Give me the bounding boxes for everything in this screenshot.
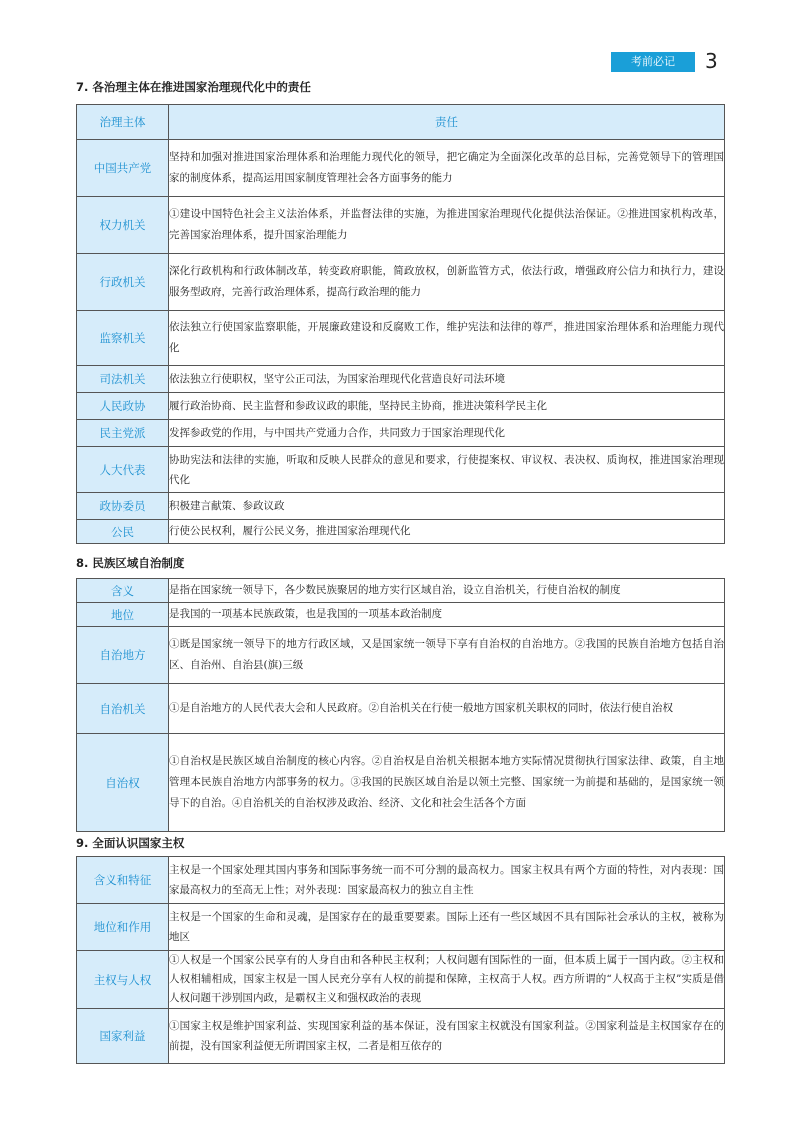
row-content: ①人权是一个国家公民享有的人身自由和各种民主权利；人权问题有国际性的一面，但本质上属于一国内政。②主权和人权相辅相成，国家主权是一国人民充分享有人权的前提和保障，主权高于人权。西方所谓的“人权高于主权”实质是借人权问题干涉别国内政，是霸权主义和强权政治的表现 [169,951,725,1009]
row-label: 监察机关 [77,311,169,366]
table-row [77,1009,725,1064]
table-row [77,493,725,520]
row-content: ①国家主权是维护国家利益、实现国家利益的基本保证，没有国家主权就没有国家利益。②国家利益是主权国家存在的前提，没有国家利益便无所谓国家主权，二者是相互依存的 [169,1009,725,1064]
row-label: 自治机关 [77,684,169,734]
row-label: 中国共产党 [77,140,169,197]
table-row [77,447,725,493]
row-content: 坚持和加强对推进国家治理体系和治理能力现代化的领导，把它确定为全面深化改革的总目标，完善党领导下的管理国家的制度体系，提高运用国家制度管理社会各方面事务的能力 [169,140,725,197]
row-label: 公民 [77,520,169,544]
section-badge: 考前必记 [611,52,695,72]
column-header-duty: 责任 [169,105,725,140]
row-label: 人民政协 [77,393,169,420]
table-row [77,420,725,447]
table-row [77,366,725,393]
table-row [77,603,725,627]
table-row [77,951,725,1009]
row-content: ①建设中国特色社会主义法治体系，并监督法律的实施，为推进国家治理现代化提供法治保证。②推进国家机构改革，完善国家治理体系，提升国家治理能力 [169,197,725,254]
table-row [77,857,725,904]
page-number: 3 [705,49,718,73]
row-label: 民主党派 [77,420,169,447]
row-label: 政协委员 [77,493,169,520]
table-row [77,393,725,420]
row-label: 自治地方 [77,627,169,684]
table-row [77,197,725,254]
row-label: 司法机关 [77,366,169,393]
table-row [77,904,725,951]
row-content: 是我国的一项基本民族政策，也是我国的一项基本政治制度 [169,603,725,627]
table-row [77,311,725,366]
table-row [77,627,725,684]
ethnic-autonomy-table [76,578,725,832]
row-content: 行使公民权利，履行公民义务，推进国家治理现代化 [169,520,725,544]
row-label: 国家利益 [77,1009,169,1064]
row-content: 协助宪法和法律的实施，听取和反映人民群众的意见和要求，行使提案权、审议权、表决权、质询权，推进国家治理现代化 [169,447,725,493]
row-label: 自治权 [77,734,169,832]
row-label: 行政机关 [77,254,169,311]
table-row [77,254,725,311]
row-label: 权力机关 [77,197,169,254]
section-8-title: 8. 民族区域自治制度 [76,556,185,570]
row-content: 发挥参政党的作用，与中国共产党通力合作，共同致力于国家治理现代化 [169,420,725,447]
section-7-title: 7. 各治理主体在推进国家治理现代化中的责任 [76,80,311,94]
column-header-subject: 治理主体 [77,105,169,140]
table-row [77,579,725,603]
row-content: ①是自治地方的人民代表大会和人民政府。②自治机关在行使一般地方国家机关职权的同时，依法行使自治权 [169,684,725,734]
row-label: 地位和作用 [77,904,169,951]
governance-duty-table [76,104,725,544]
row-content: 主权是一个国家处理其国内事务和国际事务统一而不可分割的最高权力。国家主权具有两个方面的特性，对内表现：国家最高权力的至高无上性；对外表现：国家最高权力的独立自主性 [169,857,725,904]
table-header-row [77,105,725,140]
state-sovereignty-table [76,856,725,1064]
row-content: 依法独立行使职权，坚守公正司法，为国家治理现代化营造良好司法环境 [169,366,725,393]
table-row [77,140,725,197]
row-label: 主权与人权 [77,951,169,1009]
row-content: 是指在国家统一领导下，各少数民族聚居的地方实行区域自治，设立自治机关，行使自治权的制度 [169,579,725,603]
row-content: 积极建言献策、参政议政 [169,493,725,520]
table-row [77,520,725,544]
row-content: ①自治权是民族区域自治制度的核心内容。②自治权是自治机关根据本地方实际情况贯彻执行国家法律、政策，自主地管理本民族自治地方内部事务的权力。③我国的民族区域自治是以领土完整、国家统一为前提和基础的，是国家统一领导下的自治。④自治机关的自治权涉及政治、经济、文化和社会生活各个方面 [169,734,725,832]
row-label: 含义 [77,579,169,603]
row-content: ①既是国家统一领导下的地方行政区域，又是国家统一领导下享有自治权的自治地方。②我国的民族自治地方包括自治区、自治州、自治县(旗)三级 [169,627,725,684]
table-row [77,734,725,832]
row-content: 主权是一个国家的生命和灵魂，是国家存在的最重要要素。国际上还有一些区域因不具有国际社会承认的主权，被称为地区 [169,904,725,951]
row-content: 深化行政机构和行政体制改革，转变政府职能，简政放权，创新监管方式，依法行政，增强政府公信力和执行力，建设服务型政府，完善行政治理体系，提高行政治理的能力 [169,254,725,311]
row-label: 人大代表 [77,447,169,493]
section-9-title: 9. 全面认识国家主权 [76,836,185,850]
row-label: 含义和特征 [77,857,169,904]
row-label: 地位 [77,603,169,627]
row-content: 履行政治协商、民主监督和参政议政的职能，坚持民主协商，推进决策科学民主化 [169,393,725,420]
row-content: 依法独立行使国家监察职能，开展廉政建设和反腐败工作，维护宪法和法律的尊严，推进国家治理体系和治理能力现代化 [169,311,725,366]
table-row [77,684,725,734]
